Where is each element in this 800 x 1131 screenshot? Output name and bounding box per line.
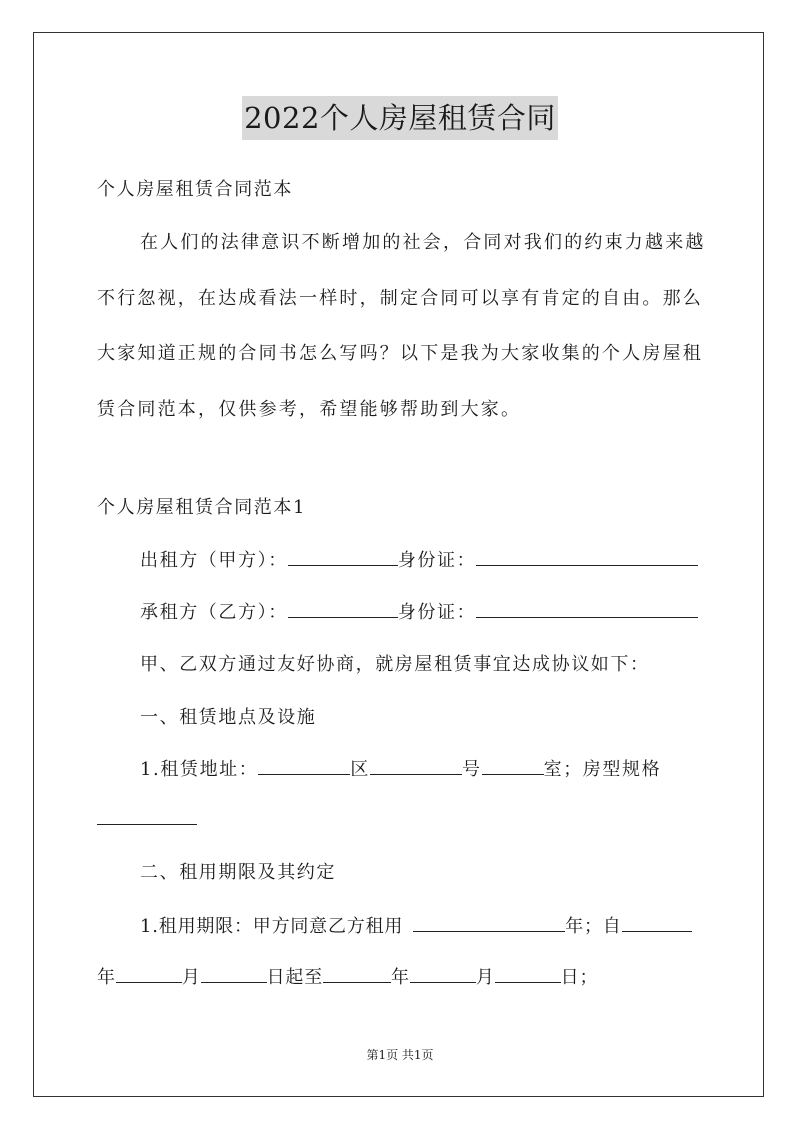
lessee-label: 承租方（乙方）： — [140, 602, 288, 623]
room-type-blank — [97, 808, 197, 825]
lessee-id-label: 身份证： — [397, 602, 477, 623]
number-blank — [482, 758, 544, 775]
month-label: 月 — [181, 967, 201, 988]
intro-line-2: 不行忽视，在达成看法一样时，制定合同可以享有肯定的自由。那么 — [97, 288, 703, 309]
day-from-label: 日起至 — [266, 967, 324, 988]
intro-line-3: 大家知道正规的合同书怎么写吗？以下是我为大家收集的个人房屋租 — [97, 343, 703, 364]
document-title: 2022个人房屋租赁合同 — [242, 96, 558, 140]
heading-template: 个人房屋租赁合同范本 — [97, 179, 293, 200]
lessor-id-blank — [476, 549, 698, 566]
district-label: 区 — [350, 759, 370, 780]
term-years-blank — [413, 915, 565, 932]
day-end-label: 日； — [560, 967, 599, 988]
end-month-blank — [410, 966, 476, 983]
end-month-label: 月 — [475, 967, 495, 988]
end-year-blank — [323, 966, 391, 983]
lessor-row — [140, 546, 698, 572]
year-from-label: 年；自 — [565, 916, 622, 937]
address-label: 1.租赁地址： — [140, 759, 259, 780]
room-label: 室；房型规格 — [543, 759, 662, 780]
lessee-row — [140, 598, 698, 624]
heading-template-1: 个人房屋租赁合同范本1 — [97, 497, 307, 518]
start-month-blank — [116, 966, 182, 983]
end-day-blank — [495, 966, 561, 983]
start-year-blank — [622, 915, 692, 932]
term-label: 1.租用期限：甲方同意乙方租用 — [140, 916, 404, 937]
lessor-id-label: 身份证： — [397, 550, 477, 571]
page-footer: 第1页 共1页 — [366, 1048, 434, 1062]
district-blank — [370, 758, 462, 775]
section-2-heading: 二、租用期限及其约定 — [140, 862, 336, 883]
start-day-blank — [201, 966, 267, 983]
year-label: 年 — [97, 967, 116, 988]
agreement-line: 甲、乙双方通过友好协商，就房屋租赁事宜达成协议如下： — [140, 654, 650, 675]
lessee-name-blank — [288, 601, 398, 618]
end-year-label: 年 — [391, 967, 410, 988]
section-1-heading: 一、租赁地点及设施 — [140, 707, 317, 728]
lessee-id-blank — [476, 601, 698, 618]
intro-line-4: 赁合同范本，仅供参考，希望能够帮助到大家。 — [97, 399, 522, 420]
number-label: 号 — [461, 759, 482, 780]
address-blank — [258, 758, 350, 775]
address-row — [140, 755, 661, 781]
title-container — [0, 96, 800, 140]
lessor-label: 出租方（甲方）： — [140, 550, 288, 571]
date-row — [97, 963, 598, 989]
term-row — [140, 912, 692, 938]
intro-line-1: 在人们的法律意识不断增加的社会，合同对我们的约束力越来越 — [140, 232, 706, 253]
lessor-name-blank — [288, 549, 398, 566]
